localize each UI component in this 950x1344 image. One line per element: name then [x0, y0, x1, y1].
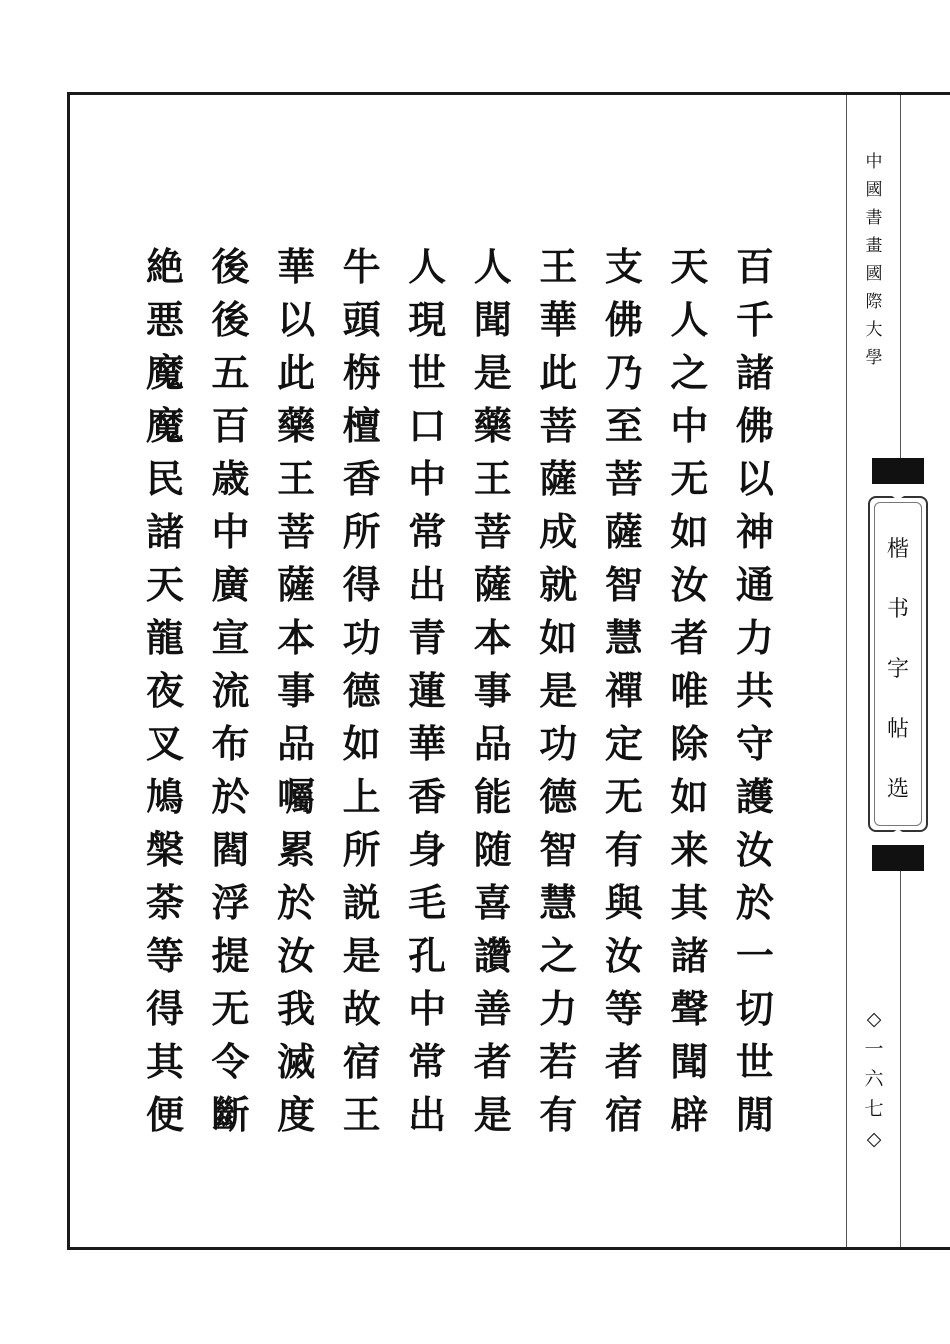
glyph: 人	[473, 244, 512, 289]
glyph: 於	[735, 880, 774, 925]
glyph: 悪	[145, 297, 184, 342]
glyph: 就	[539, 562, 578, 607]
glyph: 蓮	[408, 668, 447, 713]
glyph: 與	[604, 880, 643, 925]
glyph: 世	[735, 1039, 774, 1084]
glyph: 薩	[473, 562, 512, 607]
glyph: 百	[735, 244, 774, 289]
glyph: 後	[211, 297, 250, 342]
text-column-3	[597, 240, 651, 1137]
glyph: 有	[604, 827, 643, 872]
glyph: 諸	[145, 509, 184, 554]
glyph: 无	[604, 774, 643, 819]
glyph: 智	[539, 827, 578, 872]
glyph: 智	[604, 562, 643, 607]
text-column-6	[400, 240, 454, 1137]
glyph: 出	[408, 1092, 447, 1137]
glyph: 喜	[473, 880, 512, 925]
glyph: 如	[670, 774, 709, 819]
glyph: 品	[473, 721, 512, 766]
badge-band-bottom	[872, 845, 924, 871]
glyph: 聞	[670, 1039, 709, 1084]
glyph: 功	[539, 721, 578, 766]
glyph: 以	[735, 456, 774, 501]
glyph: 口	[408, 403, 447, 448]
glyph: 菩	[604, 456, 643, 501]
glyph: 一	[735, 933, 774, 978]
glyph: 力	[735, 615, 774, 660]
glyph: 有	[539, 1092, 578, 1137]
glyph: 華	[539, 297, 578, 342]
page-number	[856, 1004, 892, 1154]
glyph: 魔	[145, 403, 184, 448]
glyph: 民	[145, 456, 184, 501]
glyph: 人	[670, 297, 709, 342]
glyph: 故	[342, 986, 381, 1031]
glyph: 其	[145, 1039, 184, 1084]
glyph: 楷	[886, 537, 909, 562]
glyph: 切	[735, 986, 774, 1031]
glyph: 我	[277, 986, 316, 1031]
glyph: 千	[735, 297, 774, 342]
glyph: 者	[604, 1039, 643, 1084]
glyph: 神	[735, 509, 774, 554]
glyph: 禪	[604, 668, 643, 713]
glyph: 是	[342, 933, 381, 978]
glyph: 香	[408, 774, 447, 819]
glyph: 槃	[145, 827, 184, 872]
glyph: 國	[865, 264, 883, 284]
glyph: 滅	[277, 1039, 316, 1084]
glyph: 汝	[670, 562, 709, 607]
glyph: 百	[211, 403, 250, 448]
glyph: 来	[670, 827, 709, 872]
glyph: 无	[670, 456, 709, 501]
glyph: 菩	[539, 403, 578, 448]
glyph: 如	[342, 721, 381, 766]
glyph: 常	[408, 509, 447, 554]
glyph: 其	[670, 880, 709, 925]
glyph: 共	[735, 668, 774, 713]
glyph: 之	[539, 933, 578, 978]
glyph: 世	[408, 350, 447, 395]
glyph: 於	[277, 880, 316, 925]
glyph: 魔	[145, 350, 184, 395]
glyph: 中	[408, 456, 447, 501]
glyph: 叉	[145, 721, 184, 766]
glyph: 书	[886, 597, 909, 622]
glyph: 歳	[211, 456, 250, 501]
text-column-5	[466, 240, 520, 1137]
glyph: 辟	[670, 1092, 709, 1137]
glyph: 等	[604, 986, 643, 1031]
glyph: 如	[670, 509, 709, 554]
glyph: 斷	[211, 1092, 250, 1137]
glyph: 得	[145, 986, 184, 1031]
glyph: 鳩	[145, 774, 184, 819]
glyph: 藥	[473, 403, 512, 448]
glyph: 中	[865, 152, 883, 172]
glyph: 身	[408, 827, 447, 872]
glyph: 便	[145, 1092, 184, 1137]
badge-band-top	[872, 458, 924, 484]
glyph: 一	[864, 1038, 884, 1060]
glyph: 令	[211, 1039, 250, 1084]
glyph: 常	[408, 1039, 447, 1084]
text-column-9	[204, 240, 258, 1137]
glyph: 本	[473, 615, 512, 660]
glyph: 讚	[473, 933, 512, 978]
glyph: 廣	[211, 562, 250, 607]
running-title	[852, 148, 896, 372]
glyph: 善	[473, 986, 512, 1031]
glyph: 聲	[670, 986, 709, 1031]
glyph: 薩	[604, 509, 643, 554]
glyph: 等	[145, 933, 184, 978]
margin-rule-left	[846, 95, 847, 1247]
glyph: 中	[670, 403, 709, 448]
glyph: 字	[886, 657, 909, 682]
text-column-10	[138, 240, 192, 1137]
glyph: 通	[735, 562, 774, 607]
glyph: 事	[277, 668, 316, 713]
glyph: 帖	[886, 717, 909, 742]
glyph: 孔	[408, 933, 447, 978]
glyph: 成	[539, 509, 578, 554]
series-title	[874, 520, 922, 820]
glyph: 宿	[604, 1092, 643, 1137]
glyph: 出	[408, 562, 447, 607]
glyph: 力	[539, 986, 578, 1031]
glyph: 浮	[211, 880, 250, 925]
glyph: 護	[735, 774, 774, 819]
glyph: 德	[342, 668, 381, 713]
glyph: 書	[865, 208, 883, 228]
glyph: 現	[408, 297, 447, 342]
glyph: 藥	[277, 403, 316, 448]
glyph: 唯	[670, 668, 709, 713]
text-column-8	[269, 240, 323, 1137]
glyph: 牛	[342, 244, 381, 289]
glyph: 王	[342, 1092, 381, 1137]
glyph: 上	[342, 774, 381, 819]
glyph: 國	[865, 180, 883, 200]
glyph: 檀	[342, 403, 381, 448]
glyph: 此	[539, 350, 578, 395]
glyph: 宣	[211, 615, 250, 660]
glyph: 随	[473, 827, 512, 872]
glyph: 乃	[604, 350, 643, 395]
glyph: 事	[473, 668, 512, 713]
glyph: 七	[864, 1098, 884, 1120]
glyph: 天	[145, 562, 184, 607]
glyph: 汝	[735, 827, 774, 872]
glyph: 如	[539, 615, 578, 660]
glyph: 功	[342, 615, 381, 660]
glyph: 汝	[277, 933, 316, 978]
glyph: 是	[473, 1092, 512, 1137]
glyph: 荼	[145, 880, 184, 925]
glyph: 華	[408, 721, 447, 766]
glyph: 慧	[539, 880, 578, 925]
glyph: 本	[277, 615, 316, 660]
glyph: 品	[277, 721, 316, 766]
glyph: 定	[604, 721, 643, 766]
glyph: 是	[473, 350, 512, 395]
glyph: 提	[211, 933, 250, 978]
glyph: 諸	[735, 350, 774, 395]
glyph: 後	[211, 244, 250, 289]
glyph: ◇	[866, 1008, 882, 1030]
glyph: 流	[211, 668, 250, 713]
glyph: 者	[473, 1039, 512, 1084]
glyph: 夜	[145, 668, 184, 713]
glyph: 无	[211, 986, 250, 1031]
glyph: 人	[408, 244, 447, 289]
glyph: 除	[670, 721, 709, 766]
glyph: 大	[865, 320, 883, 340]
glyph: 是	[539, 668, 578, 713]
text-column-2	[662, 240, 716, 1137]
glyph: 得	[342, 562, 381, 607]
glyph: 王	[473, 456, 512, 501]
glyph: 选	[886, 777, 909, 802]
glyph: 宿	[342, 1039, 381, 1084]
glyph: 者	[670, 615, 709, 660]
glyph: 畫	[865, 236, 883, 256]
glyph: 諸	[670, 933, 709, 978]
glyph: 毛	[408, 880, 447, 925]
glyph: 龍	[145, 615, 184, 660]
glyph: 佛	[604, 297, 643, 342]
text-column-1	[728, 240, 782, 1137]
text-column-7	[335, 240, 389, 1137]
glyph: 薩	[539, 456, 578, 501]
glyph: 聞	[473, 297, 512, 342]
glyph: 之	[670, 350, 709, 395]
glyph: 累	[277, 827, 316, 872]
glyph: 閻	[211, 827, 250, 872]
glyph: 學	[865, 348, 883, 368]
glyph: 所	[342, 509, 381, 554]
glyph: 布	[211, 721, 250, 766]
glyph: 支	[604, 244, 643, 289]
glyph: 華	[277, 244, 316, 289]
glyph: 菩	[277, 509, 316, 554]
glyph: 中	[408, 986, 447, 1031]
glyph: 於	[211, 774, 250, 819]
calligraphy-text	[138, 240, 782, 1137]
glyph: 能	[473, 774, 512, 819]
glyph: 菩	[473, 509, 512, 554]
glyph: 以	[277, 297, 316, 342]
glyph: 若	[539, 1039, 578, 1084]
glyph: 五	[211, 350, 250, 395]
glyph: 栴	[342, 350, 381, 395]
glyph: 際	[865, 292, 883, 312]
glyph: 囑	[277, 774, 316, 819]
glyph: 青	[408, 615, 447, 660]
glyph: 頭	[342, 297, 381, 342]
glyph: 佛	[735, 403, 774, 448]
glyph: 六	[864, 1068, 884, 1090]
glyph: 汝	[604, 933, 643, 978]
glyph: 所	[342, 827, 381, 872]
glyph: 中	[211, 509, 250, 554]
glyph: 説	[342, 880, 381, 925]
glyph: 香	[342, 456, 381, 501]
glyph: ◇	[866, 1128, 882, 1150]
text-column-4	[531, 240, 585, 1137]
glyph: 守	[735, 721, 774, 766]
glyph: 薩	[277, 562, 316, 607]
glyph: 天	[670, 244, 709, 289]
glyph: 絶	[145, 244, 184, 289]
glyph: 此	[277, 350, 316, 395]
glyph: 王	[539, 244, 578, 289]
glyph: 慧	[604, 615, 643, 660]
glyph: 德	[539, 774, 578, 819]
glyph: 至	[604, 403, 643, 448]
glyph: 度	[277, 1092, 316, 1137]
glyph: 閒	[735, 1092, 774, 1137]
glyph: 王	[277, 456, 316, 501]
